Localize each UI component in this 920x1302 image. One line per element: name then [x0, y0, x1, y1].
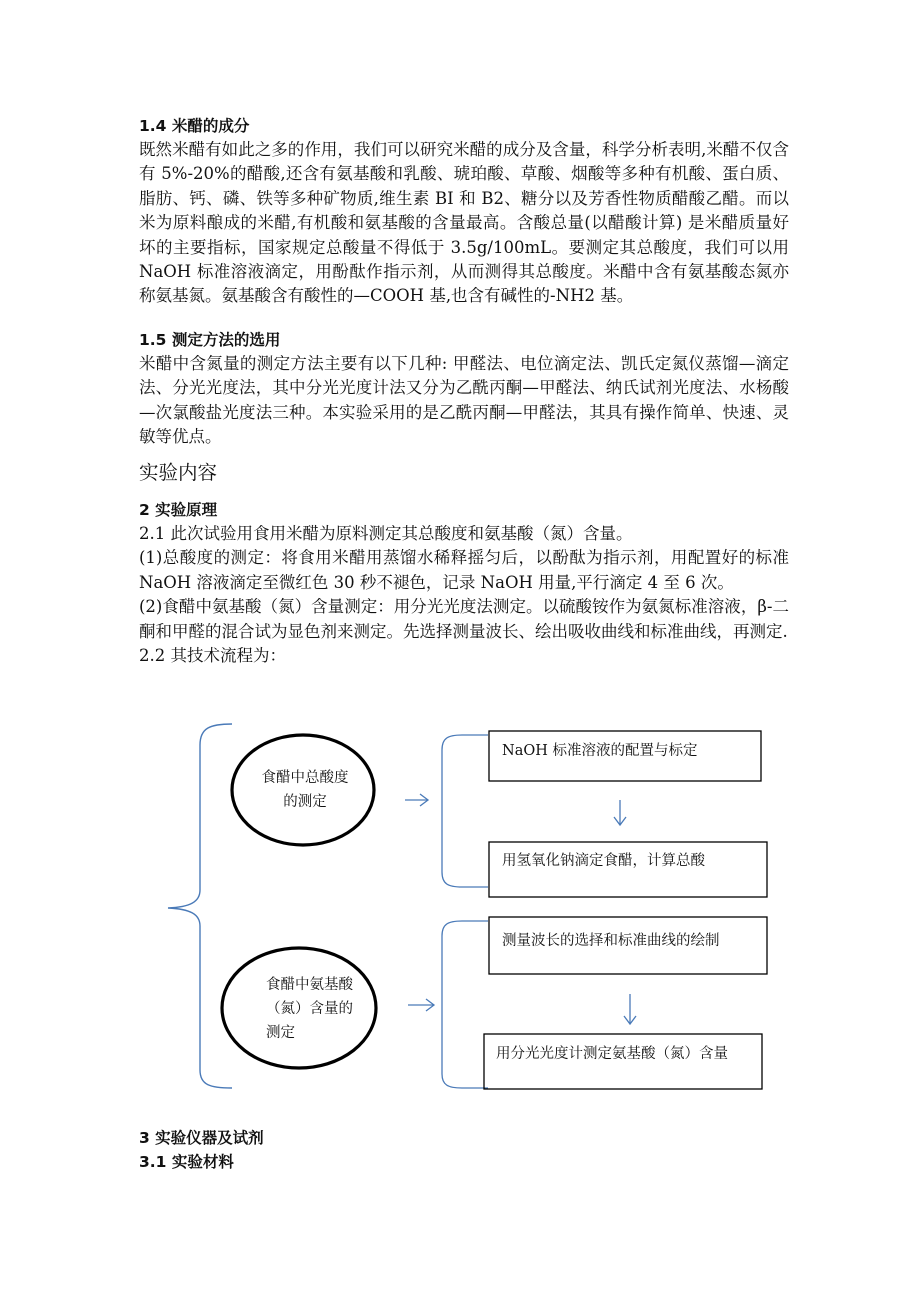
- arrow-down-2: [624, 994, 636, 1024]
- ellipse2-line3: 测定: [266, 1025, 295, 1041]
- section-heading-2: 2 实验原理: [139, 501, 218, 519]
- ellipse2-line2: （氮）含量的: [266, 1001, 353, 1017]
- ellipse1-line2: 的测定: [283, 794, 327, 810]
- paragraph-2-1: 2.1 此次试验用食用米醋为原料测定其总酸度和氨基酸（氮）含量。: [139, 524, 633, 543]
- section-1-4: [139, 114, 789, 309]
- paragraph-2-2: 2.2 其技术流程为：: [139, 646, 286, 666]
- section-3: [139, 1126, 789, 1174]
- experiment-content: [139, 458, 789, 488]
- left-brace: [168, 724, 232, 1088]
- lower-bracket: [442, 921, 488, 1088]
- section-heading-3-1: 3.1 实验材料: [139, 1153, 234, 1171]
- box-titration-label: 用氢氧化钠滴定食醋，计算总酸: [502, 853, 705, 869]
- section-heading-3: 3 实验仪器及试剂: [139, 1129, 264, 1147]
- arrow-right-1: [405, 794, 428, 806]
- paragraph-step-2: (2)食醋中氨基酸（氮）含量测定：用分光光度法测定。以硫酸铵作为氨氮标准溶液，β-二酮和甲醛的混合试为显色剂来测定。先选择测量波长、绘出吸收曲线和标准曲线，再测定.: [139, 597, 789, 641]
- ellipse-total-acidity-label: [250, 766, 360, 814]
- ellipse-amino-acid-label: [266, 973, 353, 1045]
- arrow-right-2: [408, 999, 434, 1011]
- section-heading-1-5: 1.5 测定方法的选用: [139, 331, 281, 349]
- box-naoh-standard-label: NaOH 标准溶液的配置与标定: [502, 743, 698, 759]
- ellipse2-line1: 食醋中氨基酸: [266, 977, 353, 993]
- arrow-down-1: [614, 800, 626, 825]
- paragraph-1-5: 米醋中含氮量的测定方法主要有以下几种: 甲醛法、电位滴定法、凯氏定氮仪蒸馏—滴定法、分光光度法，其中分光光度计法又分为乙酰丙酮—甲醛法、纳氏试剂光度法、水杨酸—次氯酸盐光度法三种。本实验采用的是乙酰丙酮—甲醛法，其具有操作简单、快速、灵敏等优点。: [139, 354, 789, 447]
- upper-bracket: [442, 735, 488, 887]
- section-1-5: [139, 328, 789, 450]
- section-2: [139, 498, 789, 668]
- experiment-content-heading: 实验内容: [139, 461, 218, 484]
- ellipse1-line1: 食醋中总酸度: [261, 770, 349, 786]
- box-spectrophotometer-label: 用分光光度计测定氨基酸（氮）含量: [496, 1046, 728, 1062]
- paragraph-step-1: (1)总酸度的测定：将食用米醋用蒸馏水稀释摇匀后，以酚酞为指示剂，用配置好的标准 NaOH 溶液滴定至微红色 30 秒不褪色，记录 NaOH 用量,平行滴定 4 至 6 次。: [139, 548, 789, 592]
- box-wavelength-label: 测量波长的选择和标准曲线的绘制: [502, 933, 720, 949]
- paragraph-1-4: 既然米醋有如此之多的作用，我们可以研究米醋的成分及含量，科学分析表明,米醋不仅含有 5%-20%的醋酸,还含有氨基酸和乳酸、琥珀酸、草酸、烟酸等多种有机酸、蛋白质、脂肪、钙、磷、铁等多种矿物质,维生素 BI 和 B2、糖分以及芳香性物质醋酸乙醋。而以米为原料酿成的米醋,有机酸和氨基酸的含量最高。含酸总量(以醋酸计算) 是米醋质量好坏的主要指标，国家规定总酸量不得低于 3.5g/100mL。要测定其总酸度，我们可以用 NaOH 标准溶液滴定，用酚酞作指示剂，从而测得其总酸度。米醋中含有氨基酸态氮亦称氨基氮。氨基酸含有酸性的—COOH 基,也含有碱性的-NH2 基。: [139, 140, 789, 306]
- section-heading-1-4: 1.4 米醋的成分: [139, 117, 250, 135]
